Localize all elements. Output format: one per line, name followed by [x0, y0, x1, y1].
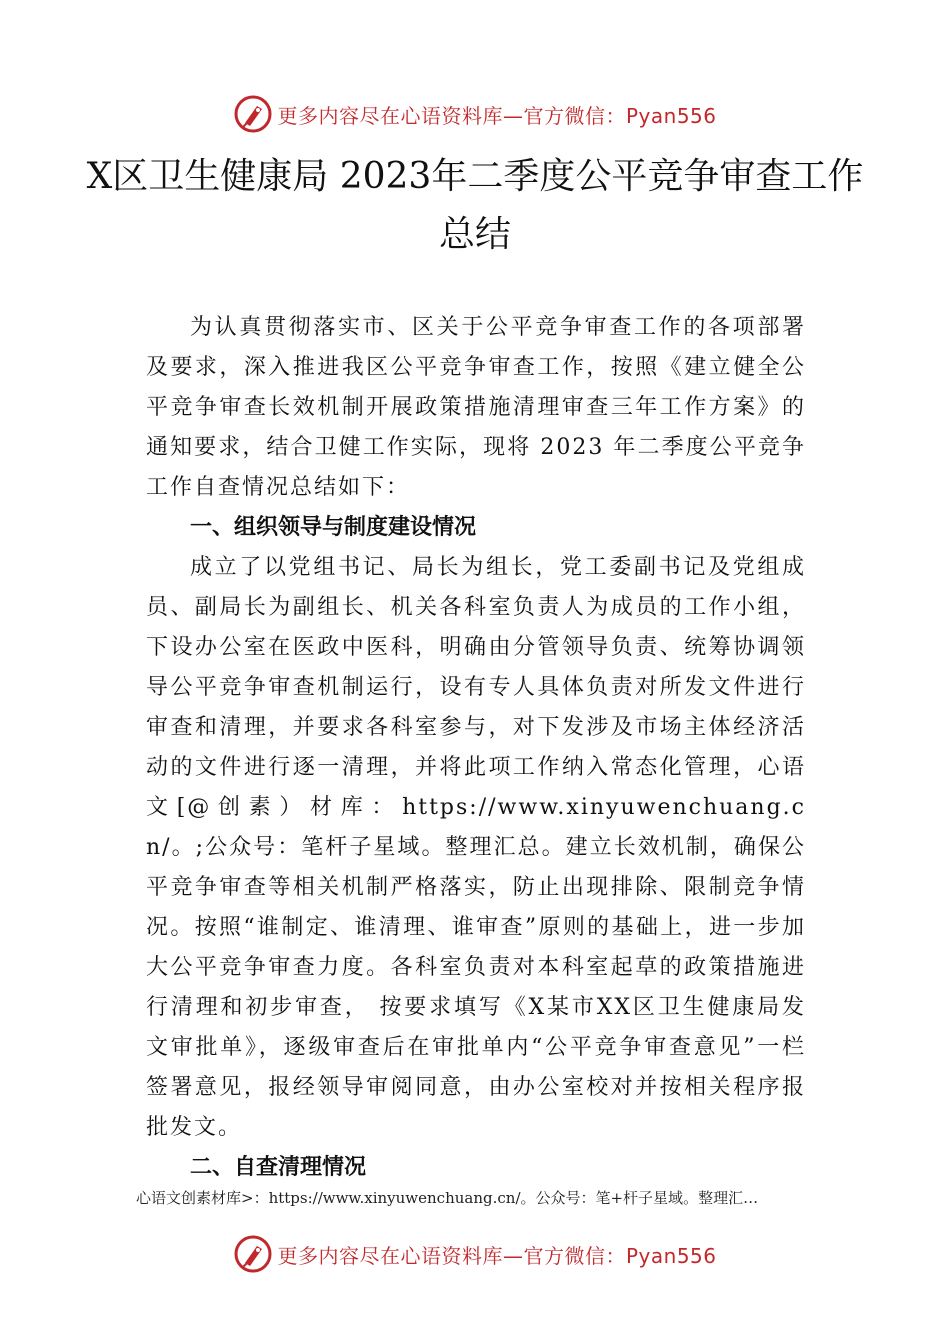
banner-label: 更多内容尽在心语资料库—官方微信： — [277, 1243, 626, 1268]
banner-text — [277, 100, 716, 129]
banner-wechat-id: Pyan556 — [625, 103, 717, 128]
top-banner — [0, 92, 950, 136]
section-1-paragraph: 成立了以党组书记、局长为组长，党工委副书记及党组成员、副局长为副组长、机关各科室负责人为成员的工作小组，下设办公室在医政中医科，明确由分管领导负责、统筹协调领导公平竞争审查机制运行，设有专人具体负责对所发文件进行审查和清理，并要求各科室参与，对下发涉及市场主体经济活动的文件进行逐一清理，并将此项工作纳入常态化管理，心语文[@创素）材库：https://www.xinyuwenchuang.cn/。;公众号：笔杆子星域。整理汇总。建立长效机制，确保公平竞争审查等相关机制严格落实，防止出现排除、限制竞争情况。按照“谁制定、谁清理、谁审查”原则的基础上，进一步加大公平竞争审查力度。各科室负责对本科室起草的政策措施进行清理和初步审查， 按要求填写《X某市XX区卫生健康局发文审批单》，逐级审查后在审批单内“公平竞争审查意见”一栏签署意见，报经领导审阅同意，由办公室校对并按相关程序报批发文。 — [146, 555, 806, 1140]
pen-nib-logo-icon — [233, 1234, 273, 1274]
pen-nib-logo-icon — [233, 94, 273, 134]
document-body — [146, 308, 806, 1188]
section-2-heading: 二、自查清理情况 — [190, 1155, 367, 1180]
banner-wechat-id: Pyan556 — [625, 1243, 717, 1268]
banner-label: 更多内容尽在心语资料库—官方微信： — [277, 103, 626, 128]
footer-note: 心语文创素材库>：https://www.xinyuwenchuang.cn/。公众号：笔+杆子星域。整理汇… — [136, 1189, 759, 1207]
document-title: X区卫生健康局 2023年二季度公平竞争审查工作总结 — [86, 156, 864, 255]
intro-paragraph: 为认真贯彻落实市、区关于公平竞争审查工作的各项部署及要求，深入推进我区公平竞争审查工作，按照《建立健全公平竞争审查长效机制开展政策措施清理审查三年工作方案》的通知要求，结合卫健工作实际，现将 2023 年二季度公平竞争工作自查情况总结如下： — [146, 315, 806, 500]
section-1-heading: 一、组织领导与制度建设情况 — [190, 515, 477, 540]
banner-text — [277, 1240, 716, 1269]
bottom-banner — [0, 1232, 950, 1276]
